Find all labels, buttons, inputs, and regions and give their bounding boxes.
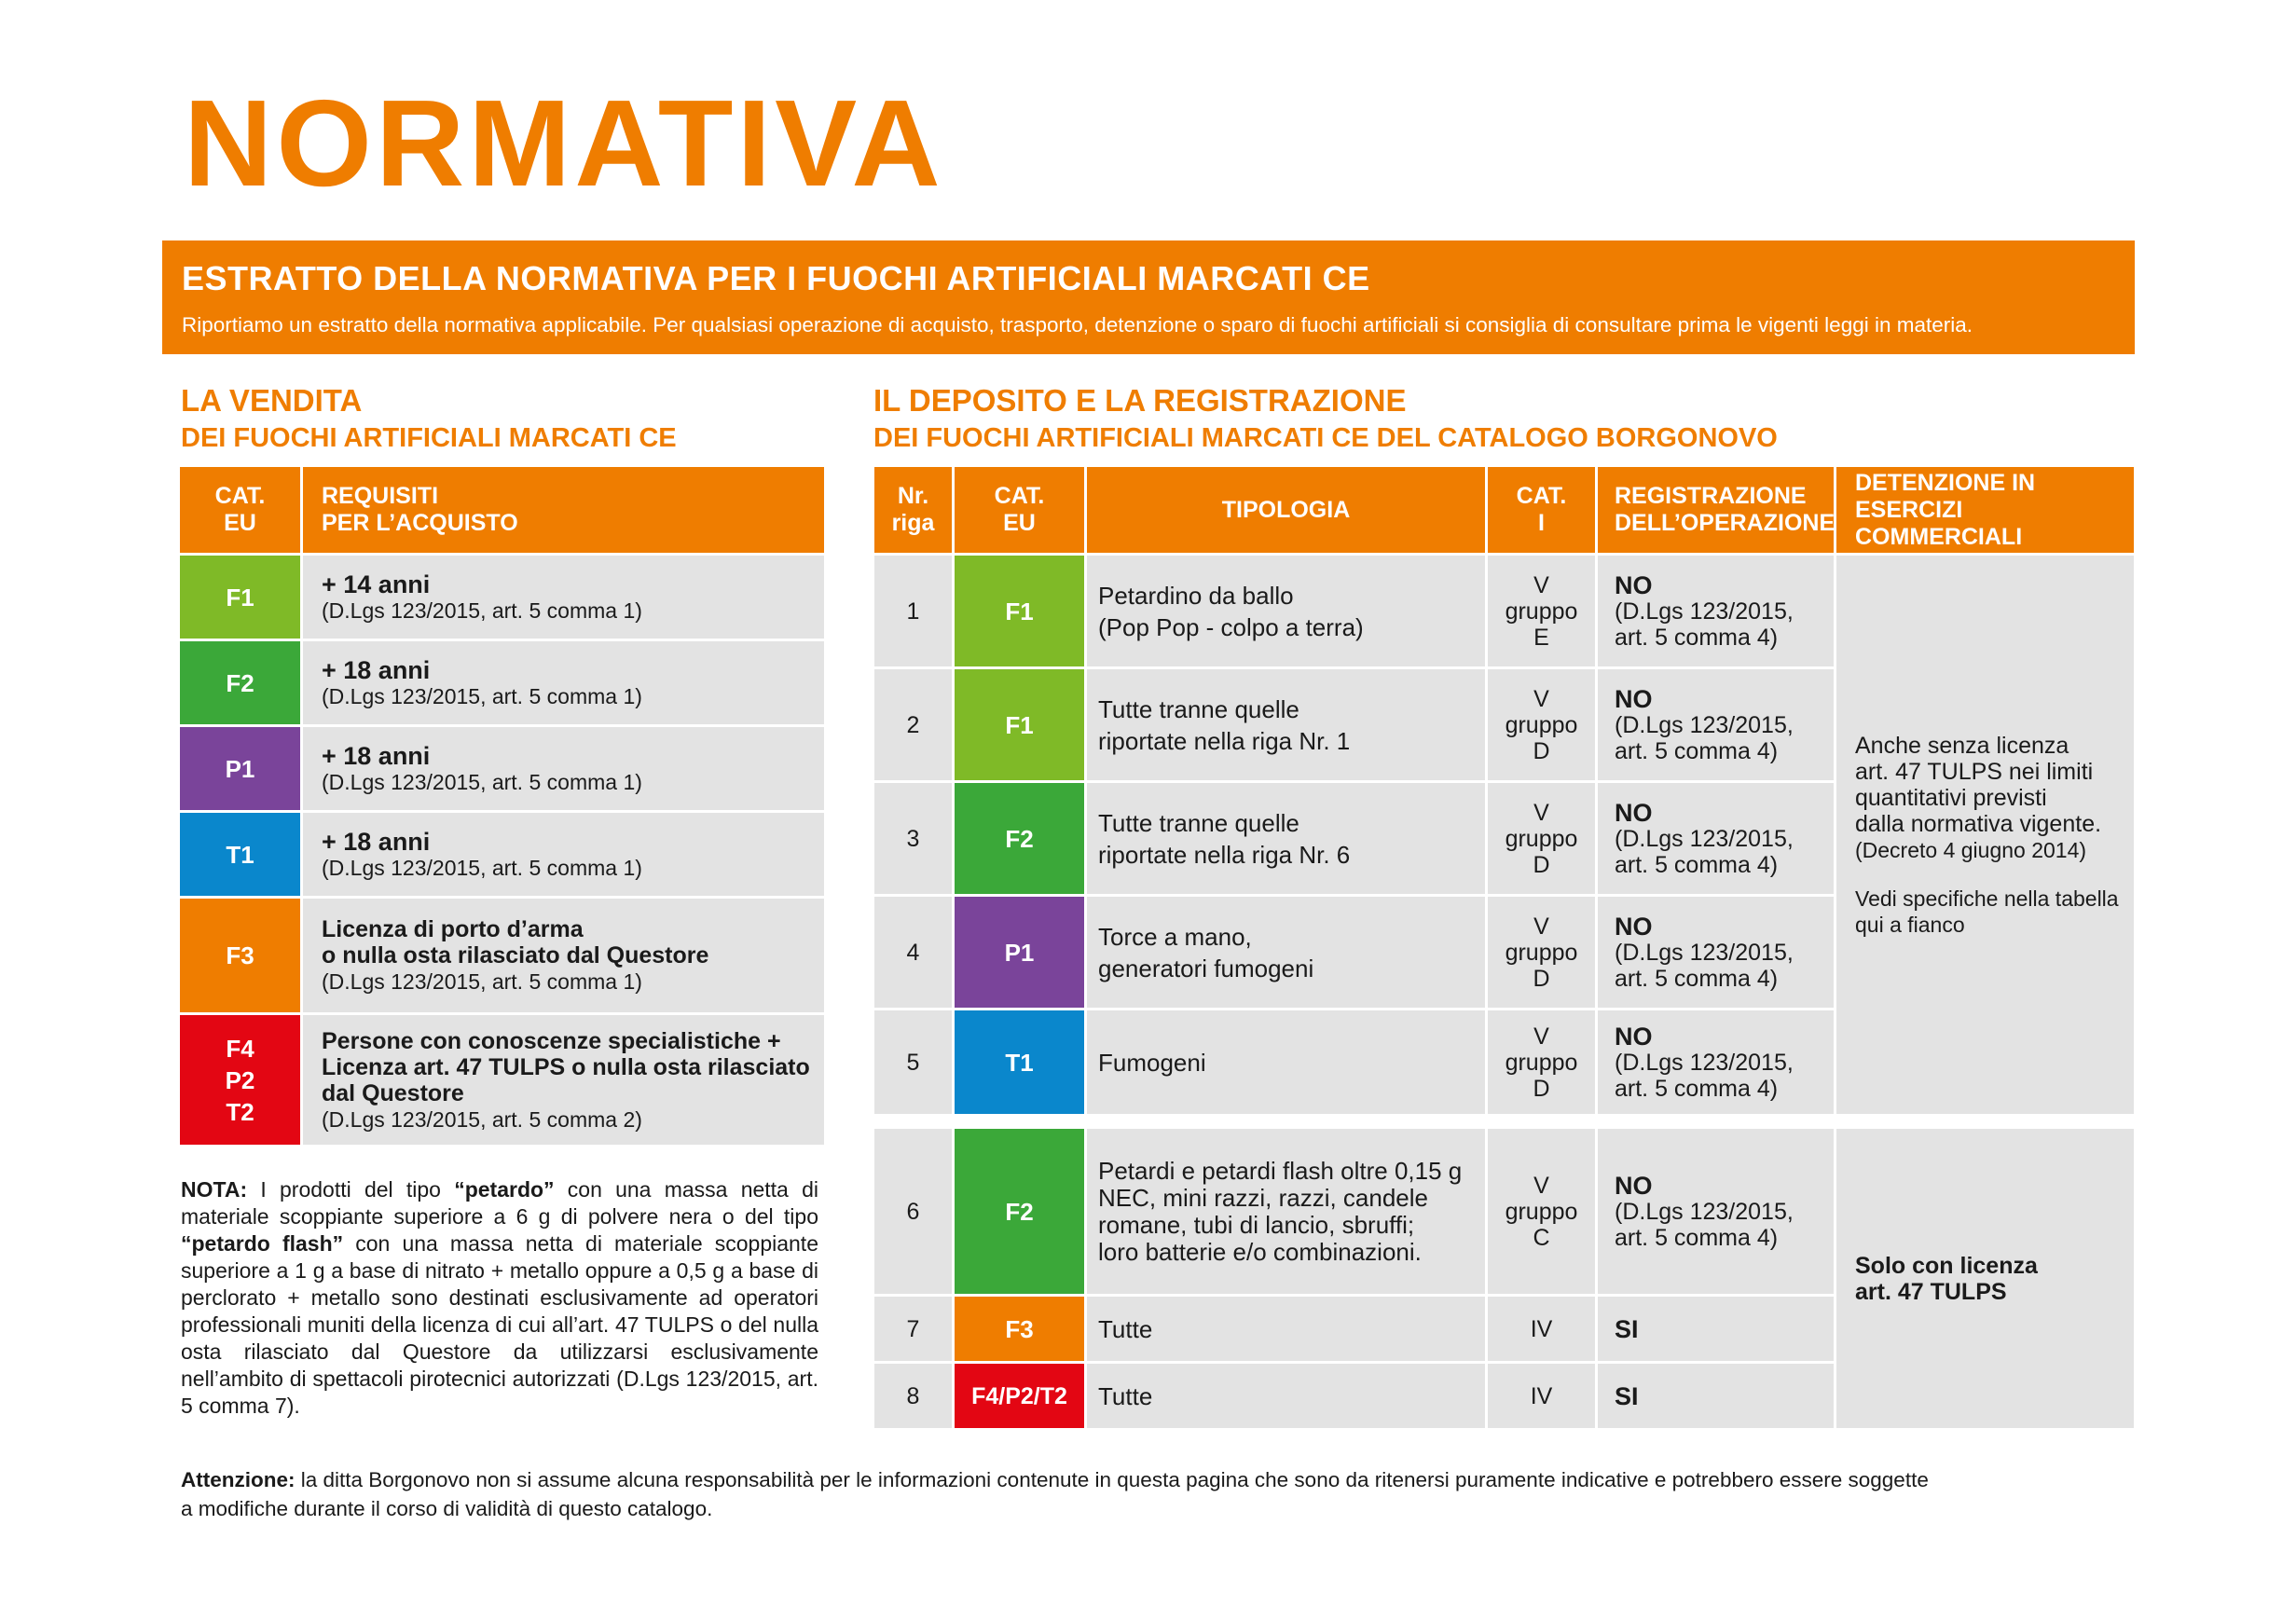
row-number: 1 [873,555,954,668]
banner-title: ESTRATTO DELLA NORMATIVA PER I FUOCHI ARTIFICIALI MARCATI CE [182,259,1370,297]
deposito-row [873,1128,2136,1296]
banner-subtitle: Riportiamo un estratto della normativa applicabile. Per qualsiasi operazione di acquisto, trasporto, detenzione o sparo di fuochi artificiali si consiglia di consultare prima le vigenti leggi in materia. [182,313,1973,337]
registrazione-cell: NO (D.Lgs 123/2015, art. 5 comma 4) [1597,1128,1835,1296]
cat-i-cell: V gruppo E [1487,555,1597,668]
intro-banner [162,240,2135,354]
nota-paragraph: NOTA: I prodotti del tipo “petardo” con una massa netta di materiale scoppiante superiore a 6 g di polvere nera o del tipo “petardo flash” con una massa netta di materiale scoppiante superiore a 1 g a base di nitrato + metallo oppure a 0,5 g a base di perclorato + metallo sono destinati esclusivamente ad operatori professionali muniti della licenza di cui all’art. 47 TULPS o del nulla osta rilasciato dal Questore da utilizzarsi esclusivamente nell’ambito di spettacoli pirotecnici autorizzati (D.Lgs 123/2015, art. 5 comma 7). [181,1177,818,1418]
category-badge: F1 [954,668,1086,782]
header-registrazione: REGISTRAZIONE DELL’OPERAZIONE [1597,466,1835,555]
header-nr: Nr. riga [873,466,954,555]
vendita-row [179,555,826,640]
cat-i-cell: V gruppo D [1487,668,1597,782]
vendita-header-cat: CAT. EU [179,466,302,555]
tipologia-cell: Tutte tranne quelle riportate nella riga Nr. 1 [1086,668,1487,782]
header-cat-eu: CAT. EU [954,466,1086,555]
requirement-cell: + 18 anni (D.Lgs 123/2015, art. 5 comma 1) [302,640,826,726]
category-badge: F1 [179,555,302,640]
registrazione-cell: NO (D.Lgs 123/2015, art. 5 comma 4) [1597,668,1835,782]
row-number: 3 [873,782,954,896]
tipologia-cell: Fumogeni [1086,1010,1487,1116]
tipologia-cell: Tutte [1086,1363,1487,1430]
cat-i-cell: V gruppo D [1487,896,1597,1010]
vendita-section-title [181,382,677,457]
category-badge: F3 [179,898,302,1014]
row-number: 7 [873,1296,954,1363]
deposito-section-title [873,382,1778,457]
detenzione-cell-a: Anche senza licenza art. 47 TULPS nei limiti quantitativi previsti dalla normativa vigente. (Decreto 4 giugno 2014) Vedi specifiche nella tabella qui a fianco [1835,555,2136,1116]
requirement-cell: + 18 anni (D.Lgs 123/2015, art. 5 comma 1) [302,726,826,812]
cat-i-cell: IV [1487,1363,1597,1430]
vendita-row [179,1014,826,1147]
tipologia-cell: Petardino da ballo (Pop Pop - colpo a terra) [1086,555,1487,668]
category-badge: P1 [954,896,1086,1010]
category-badge: F4/P2/T2 [954,1363,1086,1430]
tipologia-cell: Tutte [1086,1296,1487,1363]
page-title: NORMATIVA [184,75,944,212]
registrazione-cell: NO (D.Lgs 123/2015, art. 5 comma 4) [1597,896,1835,1010]
cat-i-cell: IV [1487,1296,1597,1363]
deposito-header-row [873,466,2136,555]
cat-i-cell: V gruppo D [1487,782,1597,896]
vendita-table [177,464,827,1147]
category-badge: T1 [179,812,302,898]
tipologia-cell: Tutte tranne quelle riportate nella riga Nr. 6 [1086,782,1487,896]
category-badge: F1 [954,555,1086,668]
category-badge: F2 [179,640,302,726]
category-badge: F3 [954,1296,1086,1363]
deposito-table-a [872,464,2137,1117]
category-badge: F2 [954,782,1086,896]
row-number: 2 [873,668,954,782]
vendita-header-row [179,466,826,555]
deposito-row [873,555,2136,668]
header-detenzione: DETENZIONE IN ESERCIZI COMMERCIALI [1835,466,2136,555]
vendita-title-line2: DEI FUOCHI ARTIFICIALI MARCATI CE [181,423,677,453]
vendita-title-line1: LA VENDITA [181,383,363,418]
vendita-row [179,640,826,726]
category-badge: T1 [954,1010,1086,1116]
requirement-cell: + 14 anni (D.Lgs 123/2015, art. 5 comma 1) [302,555,826,640]
deposito-title-line1: IL DEPOSITO E LA REGISTRAZIONE [873,383,1407,418]
row-number: 8 [873,1363,954,1430]
tipologia-cell: Petardi e petardi flash oltre 0,15 g NEC, mini razzi, razzi, candele romane, tubi di lancio, sbruffi; loro batterie e/o combinazioni. [1086,1128,1487,1296]
deposito-table-b [872,1126,2137,1431]
registrazione-cell: SI [1597,1363,1835,1430]
registrazione-cell: NO (D.Lgs 123/2015, art. 5 comma 4) [1597,782,1835,896]
disclaimer: Attenzione: la ditta Borgonovo non si assume alcuna responsabilità per le informazioni contenute in questa pagina che sono da ritenersi puramente indicative e potrebbero essere soggette a modifiche durante il corso di validità di questo catalogo. [181,1468,1929,1520]
detenzione-cell-b: Solo con licenza art. 47 TULPS [1835,1128,2136,1430]
requirement-cell: Persone con conoscenze specialistiche + Licenza art. 47 TULPS o nulla osta rilasciato dal Questore (D.Lgs 123/2015, art. 5 comma 2) [302,1014,826,1147]
requirement-cell: Licenza di porto d’arma o nulla osta rilasciato dal Questore (D.Lgs 123/2015, art. 5 comma 1) [302,898,826,1014]
row-number: 5 [873,1010,954,1116]
requirement-cell: + 18 anni (D.Lgs 123/2015, art. 5 comma 1) [302,812,826,898]
deposito-title-line2: DEI FUOCHI ARTIFICIALI MARCATI CE DEL CATALOGO BORGONOVO [873,423,1778,453]
header-tipologia: TIPOLOGIA [1086,466,1487,555]
row-number: 6 [873,1128,954,1296]
vendita-row [179,898,826,1014]
vendita-row [179,812,826,898]
cat-i-cell: V gruppo D [1487,1010,1597,1116]
vendita-header-req: REQUISITI PER L’ACQUISTO [302,466,826,555]
registrazione-cell: NO (D.Lgs 123/2015, art. 5 comma 4) [1597,555,1835,668]
category-badge: P1 [179,726,302,812]
registrazione-cell: NO (D.Lgs 123/2015, art. 5 comma 4) [1597,1010,1835,1116]
vendita-row [179,726,826,812]
cat-i-cell: V gruppo C [1487,1128,1597,1296]
category-badge: F4 P2 T2 [179,1014,302,1147]
tipologia-cell: Torce a mano, generatori fumogeni [1086,896,1487,1010]
row-number: 4 [873,896,954,1010]
registrazione-cell: SI [1597,1296,1835,1363]
header-cat-i: CAT. I [1487,466,1597,555]
category-badge: F2 [954,1128,1086,1296]
